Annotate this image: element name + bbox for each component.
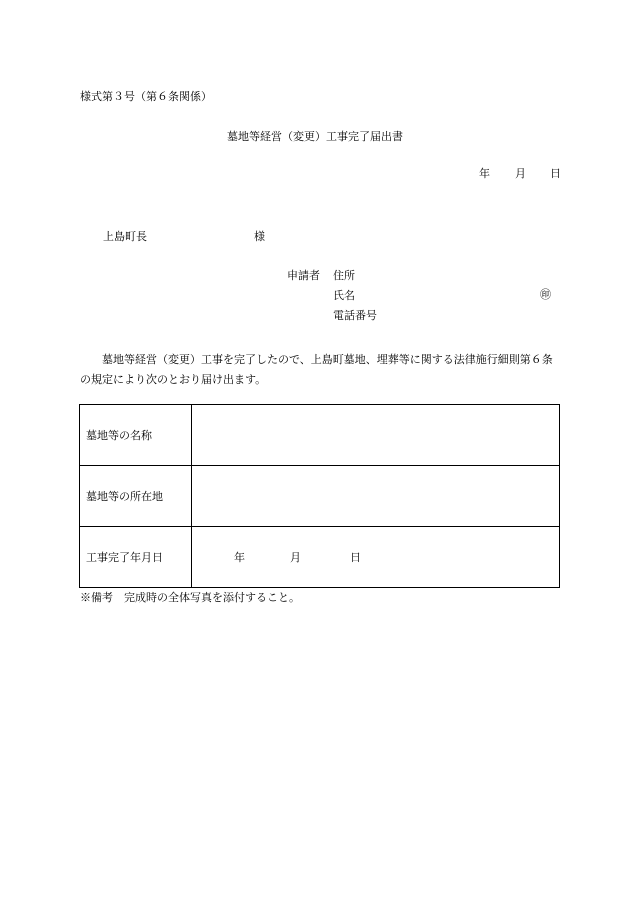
completion-year-label: 年 <box>234 551 245 564</box>
addressee: 上島町長 <box>103 230 147 243</box>
table-row <box>80 405 560 466</box>
name-label: 氏名 <box>333 289 355 302</box>
cemetery-name-label: 墓地等の名称 <box>80 405 192 466</box>
table-row <box>80 466 560 527</box>
honorific: 様 <box>254 230 265 243</box>
date-month-label: 月 <box>515 167 526 180</box>
info-table <box>79 404 560 588</box>
document-title: 墓地等経営（変更）工事完了届出書 <box>227 130 403 143</box>
completion-day-label: 日 <box>350 551 361 564</box>
address-label: 住所 <box>333 269 355 282</box>
table-row <box>80 527 560 588</box>
body-text: 墓地等経営（変更）工事を完了したので、上島町墓地、埋葬等に関する法律施行細則第６条の規定により次のとおり届け出ます。 <box>80 353 553 386</box>
applicant-label: 申請者 <box>287 269 320 282</box>
completion-date-label: 工事完了年月日 <box>80 527 192 588</box>
completion-date-field[interactable] <box>192 527 560 588</box>
cemetery-name-field[interactable] <box>192 405 560 466</box>
cemetery-location-label: 墓地等の所在地 <box>80 466 192 527</box>
date-year-label: 年 <box>479 167 490 180</box>
phone-label: 電話番号 <box>333 309 377 322</box>
cemetery-location-field[interactable] <box>192 466 560 527</box>
form-number: 様式第３号（第６条関係） <box>80 90 212 103</box>
seal-mark: ㊞ <box>540 288 551 301</box>
completion-month-label: 月 <box>290 551 301 564</box>
date-day-label: 日 <box>550 167 561 180</box>
table-note: ※備考 完成時の全体写真を添付すること。 <box>80 591 300 604</box>
